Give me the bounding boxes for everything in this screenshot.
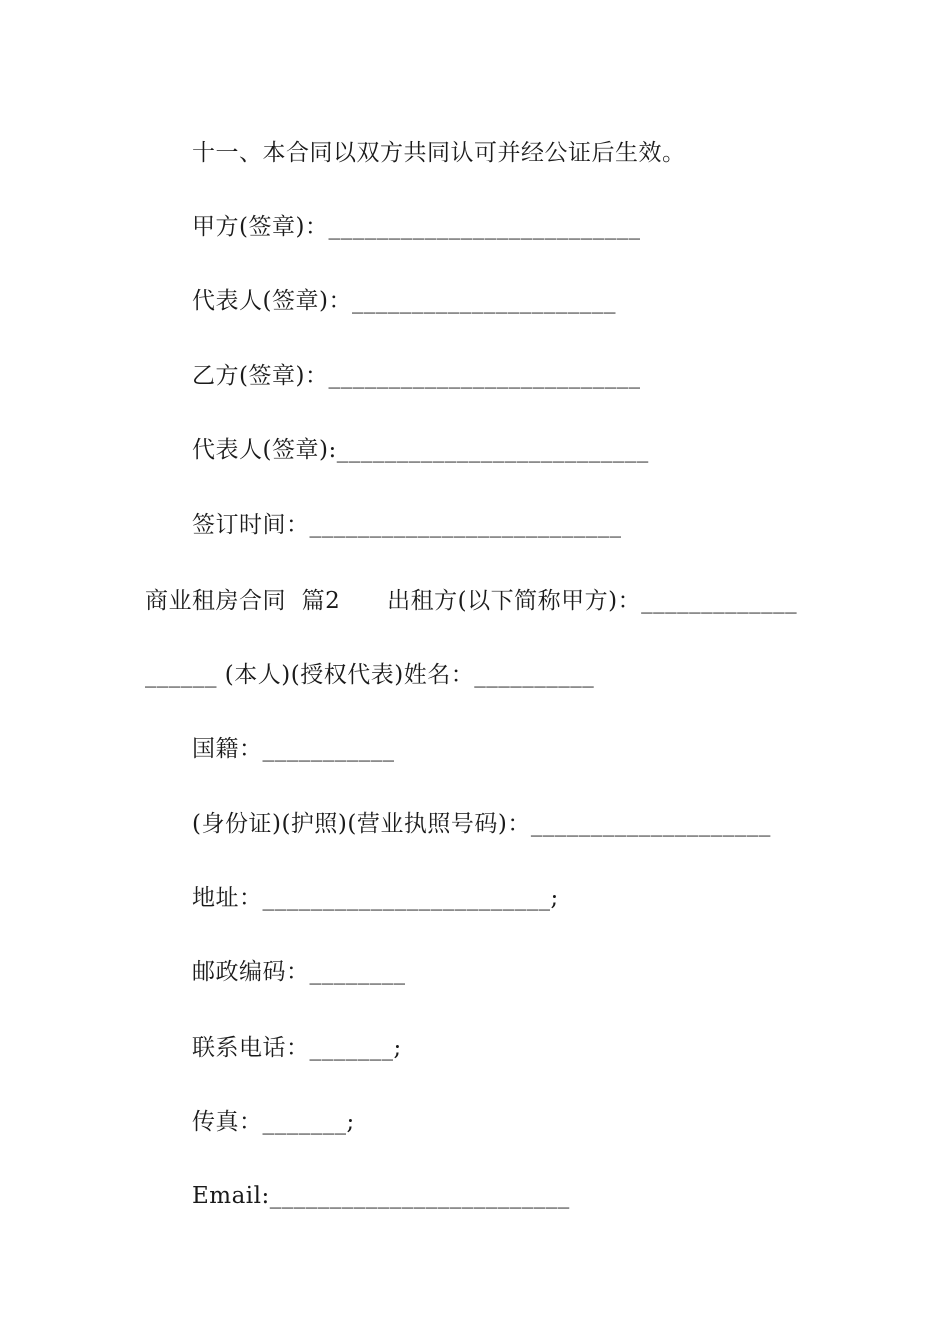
postal-code-line: 邮政编码：________ [192,959,406,985]
id-number-line: (身份证)(护照)(营业执照号码)：____________________ [192,811,771,837]
address-line: 地址：________________________; [192,885,559,911]
email-line: Email:_________________________ [192,1183,570,1209]
party-b-signature-line: 乙方(签章)：__________________________ [192,363,641,389]
signing-date-line: 签订时间：__________________________ [192,512,622,538]
nationality-line: 国籍：___________ [192,736,395,762]
representative-a-signature-line: 代表人(签章)：______________________ [192,288,616,314]
fax-line: 传真：_______; [192,1109,355,1135]
clause-11: 十一、本合同以双方共同认可并经公证后生效。 [192,140,686,166]
lessor-name-line: ______ (本人)(授权代表)姓名：__________ [145,662,595,688]
phone-line: 联系电话：_______; [192,1035,402,1061]
section-2-heading: 商业租房合同 篇2 出租方(以下简称甲方)：_____________ [145,588,798,614]
party-a-signature-line: 甲方(签章)：__________________________ [192,214,641,240]
representative-b-signature-line: 代表人(签章):__________________________ [192,437,649,463]
